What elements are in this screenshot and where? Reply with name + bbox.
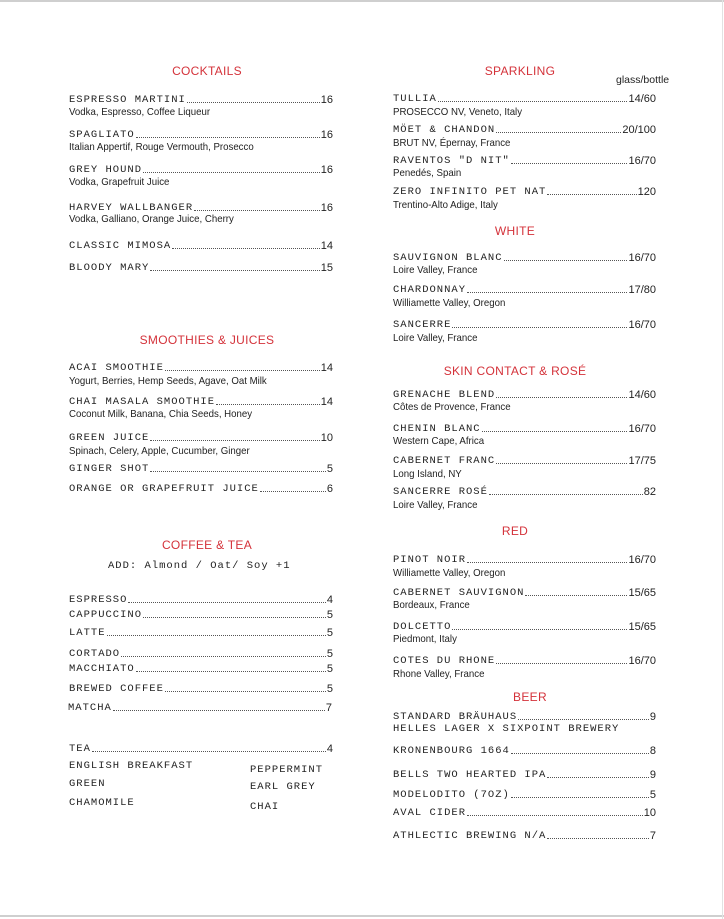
item-name: ESPRESSO xyxy=(69,594,128,606)
tea-option: EARL GREY xyxy=(250,781,316,793)
item-name: KRONENBOURG 1664 xyxy=(393,745,510,757)
item-name: GREEN JUICE xyxy=(69,432,150,444)
item-description: Trentino-Alto Adige, Italy xyxy=(393,199,498,211)
item-name: GREY HOUND xyxy=(69,164,143,176)
item-price: 16/70 xyxy=(628,655,656,667)
item-description: Western Cape, Africa xyxy=(393,435,485,447)
menu-item xyxy=(69,261,333,274)
coffee-tea-heading: COFFEE & TEA xyxy=(161,538,253,552)
item-name: CHENIN BLANC xyxy=(393,423,481,435)
add-milk-note: ADD: Almond / Oat/ Soy +1 xyxy=(108,560,291,572)
smoothies-heading: SMOOTHIES & JUICES xyxy=(139,333,275,347)
menu-item xyxy=(393,806,656,819)
menu-item xyxy=(69,608,333,621)
item-name: ZERO INFINITO PET NAT xyxy=(393,186,547,198)
page-bottom-border xyxy=(0,915,724,917)
dot-leader xyxy=(150,471,326,472)
item-name: ATHLECTIC BREWING N/A xyxy=(393,830,547,842)
item-price: 16/70 xyxy=(628,155,656,167)
dot-leader xyxy=(187,102,320,103)
menu-item xyxy=(393,768,656,781)
item-description: Rhone Valley, France xyxy=(393,668,485,680)
item-name: ESPRESSO MARTINI xyxy=(69,94,186,106)
item-price: 20/100 xyxy=(622,124,656,136)
dot-leader xyxy=(150,270,319,271)
tea-option: GREEN xyxy=(69,778,106,790)
dot-leader xyxy=(143,617,326,618)
menu-item xyxy=(393,123,656,136)
item-description: Williamette Valley, Oregon xyxy=(393,297,506,309)
item-price: 15/65 xyxy=(628,587,656,599)
item-name: SANCERRE xyxy=(393,319,452,331)
item-price: 14 xyxy=(320,240,333,252)
item-name: CHAI MASALA SMOOTHIE xyxy=(69,396,216,408)
sparkling-heading: SPARKLING xyxy=(484,64,556,78)
dot-leader xyxy=(216,404,320,405)
dot-leader xyxy=(467,562,627,563)
item-price: 8 xyxy=(649,745,656,757)
item-description: Bordeaux, France xyxy=(393,599,470,611)
item-description: BRUT NV, Épernay, France xyxy=(393,137,511,149)
item-price: 15 xyxy=(320,262,333,274)
item-price: 7 xyxy=(649,830,656,842)
dot-leader xyxy=(467,292,627,293)
item-name: BELLS TWO HEARTED IPA xyxy=(393,769,547,781)
item-subline: HELLES LAGER X SIXPOINT BREWERY xyxy=(393,723,620,735)
item-name: CORTADO xyxy=(69,648,121,660)
dot-leader xyxy=(467,815,643,816)
menu-item xyxy=(393,422,656,435)
item-price: 17/80 xyxy=(628,284,656,296)
tea-option: CHAMOMILE xyxy=(69,797,135,809)
skin-contact-rose-heading: SKIN CONTACT & ROSÉ xyxy=(443,364,587,378)
dot-leader xyxy=(165,370,320,371)
dot-leader xyxy=(547,777,649,778)
dot-leader xyxy=(452,629,627,630)
item-description: Vodka, Grapefruit Juice xyxy=(69,176,170,188)
item-name: CAPPUCCINO xyxy=(69,609,143,621)
item-price: 9 xyxy=(649,769,656,781)
item-price: 7 xyxy=(325,702,332,714)
menu-item xyxy=(393,283,656,296)
dot-leader xyxy=(496,397,627,398)
item-description: Loire Valley, France xyxy=(393,499,478,511)
item-price: 16/70 xyxy=(628,252,656,264)
dot-leader xyxy=(496,132,621,133)
item-name: CABERNET FRANC xyxy=(393,455,496,467)
menu-item xyxy=(393,553,656,566)
glass-bottle-label: glass/bottle xyxy=(616,74,670,86)
item-name: MODELODITO (7OZ) xyxy=(393,789,510,801)
dot-leader xyxy=(511,163,628,164)
menu-item xyxy=(69,361,333,374)
item-description: Italian Appertif, Rouge Vermouth, Prosecco xyxy=(69,141,254,153)
menu-item xyxy=(393,388,656,401)
page-right-border xyxy=(722,0,723,919)
item-price: 5 xyxy=(326,663,333,675)
item-price: 5 xyxy=(326,683,333,695)
item-name: TEA xyxy=(69,743,91,755)
menu-item xyxy=(393,620,656,633)
menu-item xyxy=(393,654,656,667)
menu-item xyxy=(393,318,656,331)
item-name: TULLIA xyxy=(393,93,437,105)
item-name: CLASSIC MIMOSA xyxy=(69,240,172,252)
item-price: 5 xyxy=(326,463,333,475)
dot-leader xyxy=(518,719,649,720)
item-price: 16 xyxy=(320,94,333,106)
dot-leader xyxy=(121,656,326,657)
menu-item xyxy=(69,682,333,695)
item-name: MATCHA xyxy=(68,702,112,714)
menu-item xyxy=(393,92,656,105)
item-description: Piedmont, Italy xyxy=(393,633,457,645)
dot-leader xyxy=(107,635,326,636)
item-price: 14 xyxy=(320,362,333,374)
item-price: 9 xyxy=(649,711,656,723)
menu-item xyxy=(69,163,333,176)
item-price: 16/70 xyxy=(628,423,656,435)
item-description: Loire Valley, France xyxy=(393,264,478,276)
item-name: MACCHIATO xyxy=(69,663,135,675)
dot-leader xyxy=(489,494,643,495)
menu-item xyxy=(69,462,333,475)
item-description: Vodka, Espresso, Coffee Liqueur xyxy=(69,106,211,118)
item-price: 16 xyxy=(320,164,333,176)
item-name: SANCERRE ROSÉ xyxy=(393,486,488,498)
item-name: SPAGLIATO xyxy=(69,129,135,141)
item-price: 10 xyxy=(643,807,656,819)
dot-leader xyxy=(128,602,325,603)
dot-leader xyxy=(92,751,326,752)
cocktails-heading: COCKTAILS xyxy=(172,64,242,78)
tea-option: CHAI xyxy=(250,801,280,813)
menu-item xyxy=(393,185,656,198)
item-price: 6 xyxy=(326,483,333,495)
dot-leader xyxy=(136,671,326,672)
item-price: 5 xyxy=(326,648,333,660)
item-description: Vodka, Galliano, Orange Juice, Cherry xyxy=(69,213,234,225)
item-price: 16 xyxy=(320,129,333,141)
item-description: Côtes de Provence, France xyxy=(393,401,511,413)
tea-option: PEPPERMINT xyxy=(250,764,324,776)
item-description: Loire Valley, France xyxy=(393,332,478,344)
item-name: LATTE xyxy=(69,627,106,639)
item-description: Coconut Milk, Banana, Chia Seeds, Honey xyxy=(69,408,253,420)
menu-item xyxy=(393,485,656,498)
menu-item xyxy=(69,93,333,106)
item-name: HARVEY WALLBANGER xyxy=(69,202,194,214)
item-price: 10 xyxy=(320,432,333,444)
dot-leader xyxy=(511,753,649,754)
menu-item xyxy=(393,251,656,264)
item-name: SAUVIGNON BLANC xyxy=(393,252,503,264)
menu-item xyxy=(393,454,656,467)
dot-leader xyxy=(511,797,649,798)
item-price: 120 xyxy=(637,186,656,198)
item-description: PROSECCO NV, Veneto, Italy xyxy=(393,106,523,118)
item-price: 16 xyxy=(320,202,333,214)
item-name: MÖET & CHANDON xyxy=(393,124,496,136)
item-price: 5 xyxy=(649,789,656,801)
dot-leader xyxy=(547,194,636,195)
menu-item xyxy=(69,662,333,675)
dot-leader xyxy=(150,440,319,441)
item-name: GRENACHE BLEND xyxy=(393,389,496,401)
item-price: 16/70 xyxy=(628,319,656,331)
menu-item xyxy=(69,431,333,444)
item-name: PINOT NOIR xyxy=(393,554,467,566)
item-name: COTES DU RHONE xyxy=(393,655,496,667)
item-description: Yogurt, Berries, Hemp Seeds, Agave, Oat Milk xyxy=(69,375,267,387)
item-name: BREWED COFFEE xyxy=(69,683,164,695)
menu-item xyxy=(69,482,333,495)
item-name: GINGER SHOT xyxy=(69,463,150,475)
item-price: 14 xyxy=(320,396,333,408)
dot-leader xyxy=(496,663,627,664)
red-heading: RED xyxy=(501,524,529,538)
menu-item xyxy=(393,744,656,757)
dot-leader xyxy=(452,327,627,328)
item-name: BLOODY MARY xyxy=(69,262,150,274)
dot-leader xyxy=(482,431,628,432)
item-price: 5 xyxy=(326,609,333,621)
dot-leader xyxy=(113,710,325,711)
dot-leader xyxy=(136,137,320,138)
item-price: 17/75 xyxy=(628,455,656,467)
menu-item xyxy=(393,586,656,599)
beer-heading: BEER xyxy=(513,690,547,704)
menu-item xyxy=(68,701,332,714)
menu-item xyxy=(393,829,656,842)
menu-item xyxy=(393,710,656,723)
dot-leader xyxy=(547,838,649,839)
item-name: DOLCETTO xyxy=(393,621,452,633)
menu-item-tea xyxy=(69,742,333,755)
item-price: 16/70 xyxy=(628,554,656,566)
item-name: CABERNET SAUVIGNON xyxy=(393,587,525,599)
white-heading: WHITE xyxy=(494,224,536,238)
menu-item xyxy=(393,154,656,167)
dot-leader xyxy=(172,248,320,249)
dot-leader xyxy=(143,172,320,173)
item-price: 14/60 xyxy=(628,93,656,105)
menu-item xyxy=(69,593,333,606)
item-name: ORANGE OR GRAPEFRUIT JUICE xyxy=(69,483,259,495)
item-description: Long Island, NY xyxy=(393,468,462,480)
item-price: 4 xyxy=(326,743,333,755)
dot-leader xyxy=(438,101,628,102)
item-name: ACAI SMOOTHIE xyxy=(69,362,164,374)
item-price: 4 xyxy=(326,594,333,606)
dot-leader xyxy=(260,491,326,492)
dot-leader xyxy=(504,260,628,261)
item-price: 14/60 xyxy=(628,389,656,401)
item-name: RAVENTOS "D NIT" xyxy=(393,155,510,167)
menu-item xyxy=(393,788,656,801)
dot-leader xyxy=(194,210,320,211)
menu-item xyxy=(69,647,333,660)
item-description: Spinach, Celery, Apple, Cucumber, Ginger xyxy=(69,445,250,457)
item-name: AVAL CIDER xyxy=(393,807,467,819)
tea-option: ENGLISH BREAKFAST xyxy=(69,760,194,772)
item-price: 15/65 xyxy=(628,621,656,633)
item-name: STANDARD BRÄUHAUS xyxy=(393,711,518,723)
item-description: Penedés, Spain xyxy=(393,167,462,179)
item-description: Williamette Valley, Oregon xyxy=(393,567,506,579)
item-price: 82 xyxy=(643,486,656,498)
dot-leader xyxy=(165,691,326,692)
dot-leader xyxy=(525,595,627,596)
item-price: 5 xyxy=(326,627,333,639)
dot-leader xyxy=(496,463,627,464)
menu-item xyxy=(69,626,333,639)
item-name: CHARDONNAY xyxy=(393,284,467,296)
menu-item xyxy=(69,128,333,141)
page-top-border xyxy=(0,0,724,2)
menu-item xyxy=(69,239,333,252)
menu-item xyxy=(69,395,333,408)
